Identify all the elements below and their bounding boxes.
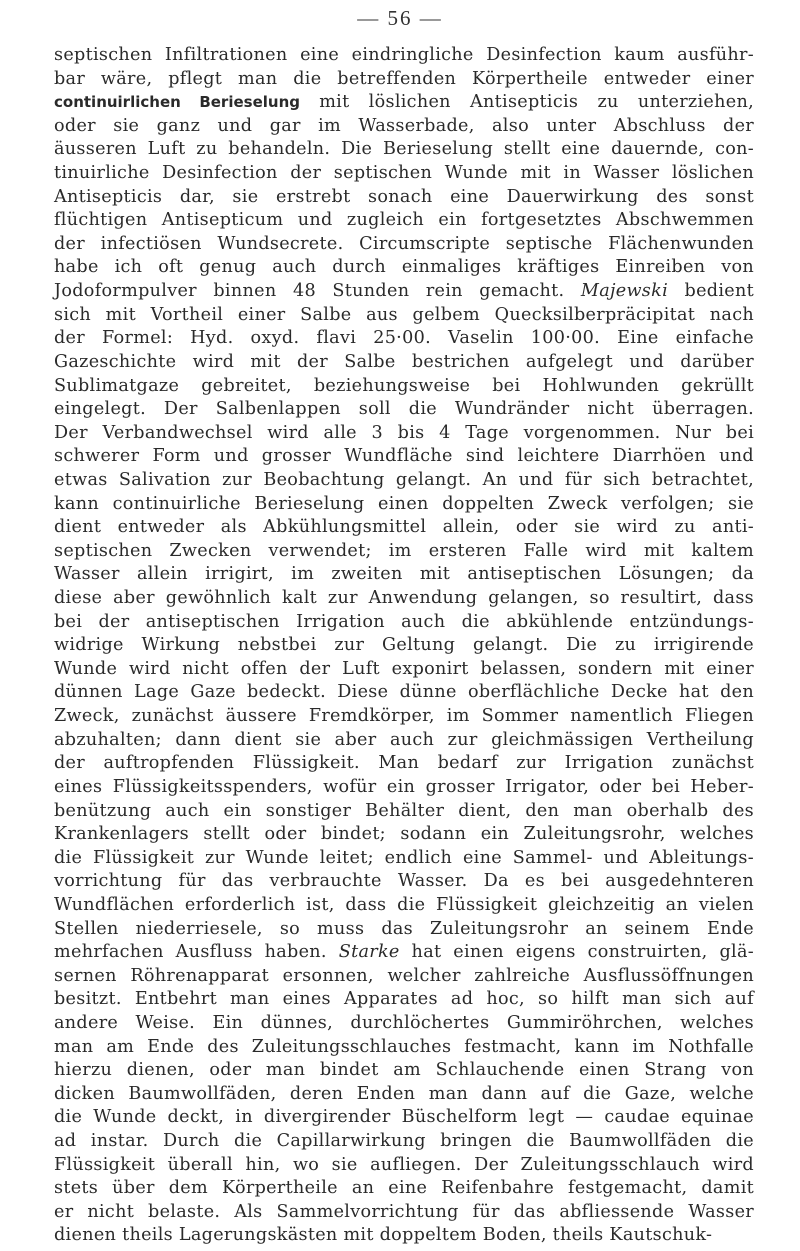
- text-segment: habe ich oft genug auch durch einmaliges kräftiges Einreiben von: [54, 257, 754, 278]
- text-line: [54, 823, 754, 847]
- text-segment: Antisepticis dar, sie erstrebt sonach eine Dauerwirkung des sonst: [54, 186, 754, 207]
- text-segment: der auftropfenden Flüssigkeit. Man bedarf zur Irrigation zunächst: [54, 753, 754, 774]
- text-segment: äusseren Luft zu behandeln. Die Berieselung stellt eine dauernde, con-: [54, 139, 754, 160]
- body-text: [54, 44, 754, 1248]
- text-line: [54, 1012, 754, 1036]
- text-line: [54, 68, 754, 92]
- text-line: [54, 611, 754, 635]
- text-line: [54, 870, 754, 894]
- text-segment: hierzu dienen, oder man bindet am Schlauchende einen Strang von: [54, 1060, 754, 1081]
- text-line: [54, 209, 754, 233]
- text-segment: sernen Röhrenapparat ersonnen, welcher zahlreiche Ausflussöffnungen: [54, 965, 754, 986]
- text-segment: dienen theils Lagerungskästen mit doppeltem Boden, theils Kautschuk-: [54, 1225, 713, 1246]
- text-segment: septischen Infiltrationen eine eindringliche Desinfection kaum ausführ-: [54, 45, 754, 65]
- text-segment: tinuirliche Desinfection der septischen Wunde mit in Wasser löslichen: [54, 163, 754, 184]
- text-segment: stets über dem Körpertheile an eine Reifenbahre festgemacht, damit: [54, 1178, 754, 1199]
- text-segment: Der Verbandwechsel wird alle 3 bis 4 Tage vorgenommen. Nur bei: [54, 422, 754, 443]
- text-line: [54, 1201, 754, 1225]
- text-line: [54, 634, 754, 658]
- text-line: [54, 965, 754, 989]
- text-line: [54, 280, 754, 304]
- page-number: — 56 —: [357, 6, 443, 30]
- text-line: [54, 1130, 754, 1154]
- text-line: [54, 1059, 754, 1083]
- text-line: [54, 115, 754, 139]
- text-segment: sich mit Vortheil einer Salbe aus gelbem Quecksilberpräcipitat nach: [54, 304, 754, 325]
- bold-term: continuirlichen Berieselung: [54, 93, 300, 112]
- text-line: [54, 256, 754, 280]
- text-line: [54, 445, 754, 469]
- text-segment: Wunde wird nicht offen der Luft exponirt belassen, sondern mit einer: [54, 658, 754, 679]
- text-segment: er nicht belaste. Als Sammelvorrichtung für das abfliessende Wasser: [54, 1201, 754, 1222]
- text-line: [54, 351, 754, 375]
- text-line: [54, 516, 754, 540]
- text-segment: Krankenlagers stellt oder bindet; sodann ein Zuleitungsrohr, welches: [54, 824, 754, 845]
- text-line: [54, 752, 754, 776]
- text-segment: bar wäre, pflegt man die betreffenden Körpertheile entweder einer: [54, 68, 754, 89]
- text-line: [54, 1036, 754, 1060]
- text-line: [54, 422, 754, 446]
- text-segment: Stellen niederriesele, so muss das Zuleitungsrohr an seinem Ende: [54, 918, 754, 939]
- text-line: [54, 587, 754, 611]
- text-line: [54, 681, 754, 705]
- text-segment: septischen Zwecken verwendet; im ersteren Falle wird mit kaltem: [54, 540, 754, 561]
- text-line: [54, 941, 754, 965]
- text-segment: besitzt. Entbehrt man eines Apparates ad hoc, so hilft man sich auf: [54, 989, 754, 1010]
- text-line: [54, 1106, 754, 1130]
- text-segment: Sublimatgaze gebreitet, beziehungsweise bei Hohlwunden gekrüllt: [54, 375, 754, 396]
- text-segment: eingelegt. Der Salbenlappen soll die Wundränder nicht überragen.: [54, 399, 754, 420]
- text-line: [54, 304, 754, 328]
- text-segment: Wundflächen erforderlich ist, dass die Flüssigkeit gleichzeitig an vielen: [54, 894, 754, 915]
- text-line: [54, 162, 754, 186]
- text-segment: Jodoformpulver binnen 48 Stunden rein gemacht.: [54, 281, 581, 302]
- text-line: [54, 233, 754, 257]
- text-line: [54, 563, 754, 587]
- text-line: [54, 186, 754, 210]
- text-line: [54, 918, 754, 942]
- text-segment: ad instar. Durch die Capillarwirkung bringen die Baumwollfäden die: [54, 1131, 754, 1152]
- text-segment: oder sie ganz und gar im Wasserbade, also unter Abschluss der: [54, 115, 754, 136]
- text-segment: flüchtigen Antisepticum und zugleich ein fortgesetztes Abschwemmen: [54, 210, 754, 231]
- text-segment: bei der antiseptischen Irrigation auch die abkühlende entzündungs-: [54, 611, 754, 632]
- text-line: [54, 776, 754, 800]
- text-line: [54, 91, 754, 115]
- text-segment: vorrichtung für das verbrauchte Wasser. Da es bei ausgedehnteren: [54, 871, 754, 892]
- text-line: [54, 894, 754, 918]
- text-segment: diese aber gewöhnlich kalt zur Anwendung gelangen, so resultirt, dass: [54, 588, 754, 609]
- text-segment: Gazeschichte wird mit der Salbe bestrichen aufgelegt und darüber: [54, 351, 754, 372]
- author-name: Majewski: [580, 281, 669, 302]
- text-segment: etwas Salivation zur Beobachtung gelangt. An und für sich betrachtet,: [54, 469, 754, 490]
- text-line: [54, 847, 754, 871]
- text-segment: benützung auch ein sonstiger Behälter dient, den man oberhalb des: [54, 800, 754, 821]
- text-segment: die Flüssigkeit zur Wunde leitet; endlich eine Sammel- und Ableitungs-: [54, 847, 754, 868]
- text-line: [54, 988, 754, 1012]
- text-line: [54, 1154, 754, 1178]
- text-line: [54, 729, 754, 753]
- text-line: [54, 469, 754, 493]
- text-segment: die Wunde deckt, in divergirender Büschelform legt — caudae equinae: [54, 1107, 754, 1128]
- text-line: [54, 658, 754, 682]
- text-segment: abzuhalten; dann dient sie aber auch zur gleichmässigen Vertheilung: [54, 729, 754, 750]
- text-segment: der Formel: Hyd. oxyd. flavi 25·00. Vaselin 100·00. Eine einfache: [54, 328, 754, 349]
- text-segment: widrige Wirkung nebstbei zur Geltung gelangt. Die zu irrigirende: [54, 635, 754, 656]
- text-line: [54, 1177, 754, 1201]
- text-segment: man am Ende des Zuleitungsschlauches festmacht, kann im Nothfalle: [54, 1036, 754, 1057]
- text-line: [54, 705, 754, 729]
- text-segment: hat einen eigens construirten, glä-: [399, 942, 754, 963]
- text-segment: der infectiösen Wundsecrete. Circumscripte septische Flächenwunden: [54, 233, 754, 254]
- text-segment: schwerer Form und grosser Wundfläche sind leichtere Diarrhöen und: [54, 446, 754, 467]
- text-line: [54, 375, 754, 399]
- text-segment: Flüssigkeit überall hin, wo sie aufliegen. Der Zuleitungsschlauch wird: [54, 1154, 754, 1175]
- text-line: [54, 398, 754, 422]
- text-line: [54, 540, 754, 564]
- text-line: [54, 1224, 754, 1248]
- text-segment: Wasser allein irrigirt, im zweiten mit antiseptischen Lösungen; da: [54, 564, 754, 585]
- text-segment: bedient: [668, 281, 754, 302]
- text-segment: kann continuirliche Berieselung einen doppelten Zweck verfolgen; sie: [54, 493, 754, 514]
- text-line: [54, 44, 754, 68]
- text-segment: eines Flüssigkeitsspenders, wofür ein grosser Irrigator, oder bei Heber-: [54, 776, 754, 797]
- text-line: [54, 1083, 754, 1107]
- text-segment: mehrfachen Ausfluss haben.: [54, 942, 339, 963]
- text-segment: dicken Baumwollfäden, deren Enden man dann auf die Gaze, welche: [54, 1083, 754, 1104]
- text-segment: mit löslichen Antisepticis zu unterziehen,: [299, 92, 754, 113]
- text-line: [54, 800, 754, 824]
- text-segment: dünnen Lage Gaze bedeckt. Diese dünne oberflächliche Decke hat den: [54, 682, 754, 703]
- text-segment: andere Weise. Ein dünnes, durchlöchertes Gummiröhrchen, welches: [54, 1012, 754, 1033]
- text-line: [54, 493, 754, 517]
- text-segment: Zweck, zunächst äussere Fremdkörper, im Sommer namentlich Fliegen: [54, 706, 754, 727]
- text-segment: dient entweder als Abkühlungsmittel allein, oder sie wird zu anti-: [54, 517, 754, 538]
- text-line: [54, 138, 754, 162]
- author-name: Starke: [338, 942, 400, 963]
- text-line: [54, 327, 754, 351]
